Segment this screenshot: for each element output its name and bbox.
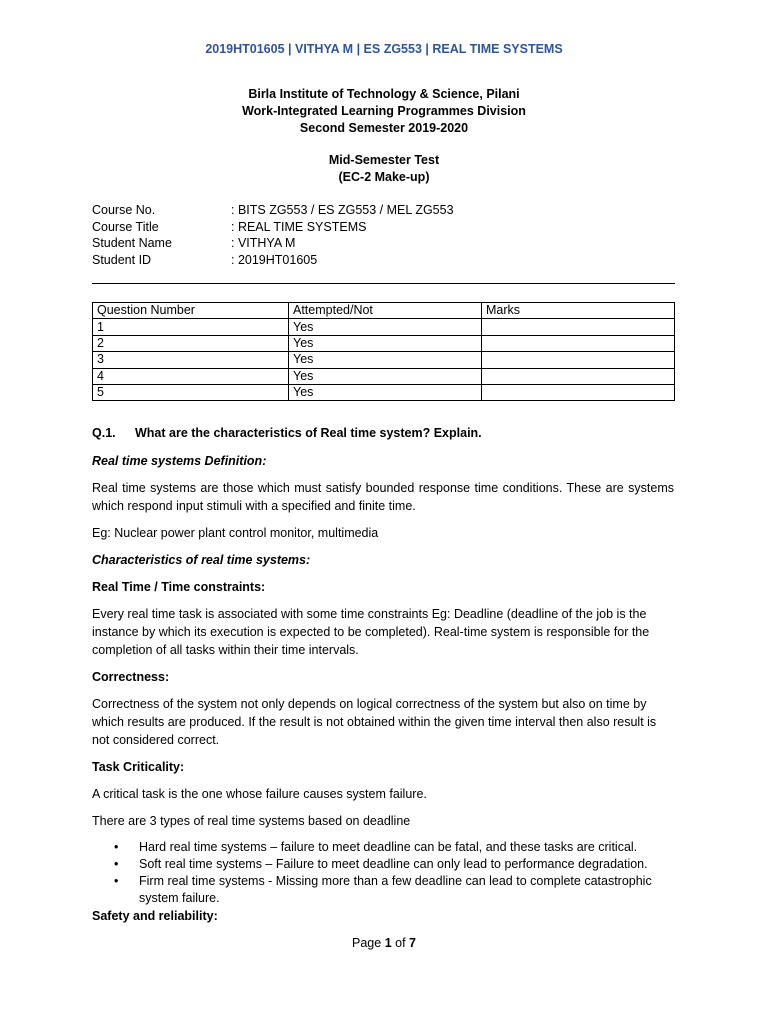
- safety-heading: Safety and reliability:: [92, 909, 218, 923]
- correctness-text: Correctness of the system not only depends on logical correctness of the system but also on time by which results are produced. If the result is not obtained within the given time interval then also result is not considered correct.: [92, 697, 657, 747]
- table-cell: [482, 319, 675, 335]
- list-item: • Soft real time systems – Failure to meet deadline can only lead to performance degradation.: [139, 856, 674, 873]
- student-name-row: [92, 235, 692, 252]
- table-cell: Yes: [289, 335, 482, 351]
- correctness-heading: Correctness:: [92, 670, 170, 684]
- meta-value: : 2019HT01605: [231, 252, 318, 267]
- criticality-heading: Task Criticality:: [92, 760, 185, 774]
- page-of: of: [391, 936, 410, 950]
- page-header: 2019HT01605 | VITHYA M | ES ZG553 | REAL TIME SYSTEMS: [205, 42, 563, 56]
- table-cell: Yes: [289, 384, 482, 400]
- attempt-table: [92, 302, 675, 401]
- horizontal-divider: [92, 283, 675, 284]
- table-cell: Yes: [289, 368, 482, 384]
- table-cell: 3: [93, 352, 289, 368]
- types-list: [92, 839, 674, 907]
- meta-label: Student ID: [92, 252, 152, 267]
- definition-heading: Real time systems Definition:: [92, 454, 267, 468]
- course-title-row: [92, 219, 692, 236]
- characteristics-heading: Characteristics of real time systems:: [92, 553, 311, 567]
- semester: Second Semester 2019-2020: [299, 121, 469, 135]
- definition-text: Real time systems are those which must satisfy bounded response time conditions. These are systems which respond input stimuli with a specified and finite time.: [92, 481, 674, 513]
- table-cell: [482, 368, 675, 384]
- meta-label: Student Name: [92, 236, 172, 250]
- question-number: Q.1.: [92, 426, 116, 440]
- page-current: 1: [384, 936, 392, 950]
- table-row: [93, 368, 675, 384]
- meta-label: Course No.: [92, 203, 156, 217]
- division-name: Work-Integrated Learning Programmes Division: [242, 104, 526, 118]
- table-cell: Yes: [289, 352, 482, 368]
- list-item: • Hard real time systems – failure to meet deadline can be fatal, and these tasks are critical.: [139, 839, 674, 856]
- table-header-cell: Attempted/Not: [289, 303, 482, 319]
- table-row: [93, 319, 675, 335]
- meta-value: : VITHYA M: [231, 236, 296, 250]
- table-cell: 2: [93, 335, 289, 351]
- course-info: [92, 202, 692, 268]
- types-intro: There are 3 types of real time systems based on deadline: [92, 814, 411, 828]
- meta-label: Course Title: [92, 219, 159, 234]
- table-cell: [482, 384, 675, 400]
- table-header-cell: Question Number: [93, 303, 289, 319]
- table-row: [93, 352, 675, 368]
- course-no-row: [92, 202, 692, 219]
- table-cell: [482, 352, 675, 368]
- meta-value: : BITS ZG553 / ES ZG553 / MEL ZG553: [231, 203, 454, 217]
- table-header-row: [93, 303, 675, 319]
- time-constraints-text: Every real time task is associated with some time constraints Eg: Deadline (deadline of the job is the instance by which its execution is expected to be completed). Real-time system is responsible for the completion of all tasks within their time intervals.: [92, 607, 650, 657]
- time-constraints-heading: Real Time / Time constraints:: [92, 580, 266, 594]
- table-cell: [482, 335, 675, 351]
- table-cell: 5: [93, 384, 289, 400]
- example-text: Eg: Nuclear power plant control monitor, multimedia: [92, 526, 379, 540]
- table-row: [93, 384, 675, 400]
- page-total: 7: [409, 936, 416, 950]
- page-prefix: Page: [352, 936, 385, 950]
- institution-block: [0, 86, 768, 137]
- table-row: [93, 335, 675, 351]
- test-title-block: [0, 152, 768, 186]
- table-header-cell: Marks: [482, 303, 675, 319]
- test-subtitle: (EC-2 Make-up): [338, 170, 430, 184]
- meta-value: : REAL TIME SYSTEMS: [231, 219, 367, 234]
- list-item: • Firm real time systems - Missing more than a few deadline can lead to complete catastrophic system failure.: [139, 873, 674, 907]
- table-cell: 1: [93, 319, 289, 335]
- table-cell: 4: [93, 368, 289, 384]
- question-line: [92, 424, 674, 442]
- answer-body: [92, 424, 674, 925]
- test-title: Mid-Semester Test: [328, 153, 440, 167]
- student-id-row: [92, 252, 692, 269]
- question-text: What are the characteristics of Real time system? Explain.: [135, 426, 482, 440]
- institution-name: Birla Institute of Technology & Science, Pilani: [248, 87, 520, 101]
- table-cell: Yes: [289, 319, 482, 335]
- page-footer: [0, 936, 768, 950]
- criticality-text: A critical task is the one whose failure causes system failure.: [92, 787, 427, 801]
